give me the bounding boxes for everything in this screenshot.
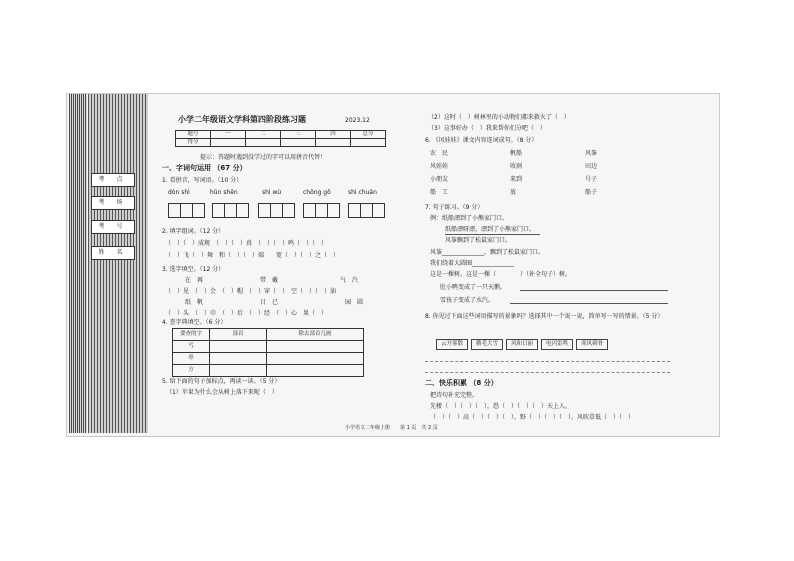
example-sentence: 风筝飘到了松鼠家门口。 — [445, 237, 512, 244]
answer-cell[interactable] — [267, 353, 364, 365]
match-mid: 放 — [510, 189, 517, 196]
q5-sentence-3: （3）这事好办（ ）我来帮你们分吧（ ） — [428, 125, 546, 132]
match-mid: 帆船 — [510, 150, 523, 157]
question-5: 5. 给下面的句子加标点，再读一读。（5 分） — [162, 378, 281, 385]
score-header-cell: 三 — [281, 131, 316, 139]
exam-number-field[interactable]: 考 号 — [91, 220, 135, 234]
exam-room-field[interactable]: 考 场 — [91, 196, 135, 210]
question-8: 8. 你见过下面这些词语描写的景象吗？选择其中一个说一说，简单写一写的情景。（5 分） — [425, 313, 664, 320]
idiom: 鹅毛大雪 — [471, 339, 503, 350]
answer-cell[interactable] — [210, 341, 267, 353]
score-header-cell: 四 — [316, 131, 351, 139]
question-4: 4. 查字典填空。（6 分） — [162, 319, 227, 326]
score-cell[interactable] — [351, 139, 386, 147]
score-header-cell: 一 — [211, 131, 246, 139]
choice-pair: 园 圆 — [345, 299, 364, 306]
q7-blank-line[interactable]: 风筝______________，飘到了松鼠家门口。 — [430, 249, 545, 256]
pinyin: shì chuān — [348, 189, 377, 196]
lookup-header: 部首 — [210, 329, 267, 341]
score-header-cell: 总分 — [351, 131, 386, 139]
score-table — [175, 130, 386, 147]
page-footer: 小学语文二年级上册 第 1 页 共 2 页 — [345, 425, 438, 431]
q5-sentence-2: （2）这时（ ）树林里的小动物们都来救火了（ ） — [428, 114, 570, 121]
question-1: 1. 看拼音，写词语。（10 分） — [162, 177, 243, 184]
q3-line: （ ）见 （ ）会 （ ）帽 （ ）穿（ ） 空（ ）（ ）油 — [165, 288, 337, 295]
exam-site-field[interactable]: 考 点 — [91, 173, 135, 187]
match-right: 风筝 — [585, 150, 598, 157]
answer-cell[interactable] — [210, 353, 267, 365]
match-left: 农 民 — [430, 150, 449, 157]
writing-grid[interactable] — [258, 203, 294, 216]
poem-instruction: 把诗句补充完整。 — [430, 392, 479, 399]
q5-sentence-1: （1）苹果为什么会从树上落下来呢（ ） — [166, 389, 278, 396]
lookup-char: 丐 — [173, 341, 210, 353]
choice-pair: 带 戴 — [260, 277, 279, 284]
name-field[interactable]: 姓 名 — [91, 246, 135, 260]
score-cell[interactable] — [246, 139, 281, 147]
example-sentence: 纸船漂呀漂，漂到了小熊家门口。 — [445, 226, 536, 233]
answer-line[interactable] — [510, 303, 668, 304]
question-7: 7. 句子练习。（9 分） — [425, 204, 484, 211]
example-sentence: 例：纸船漂到了小熊家门口。 — [430, 215, 509, 222]
answer-cell[interactable] — [267, 341, 364, 353]
idiom: 寒风刺骨 — [576, 339, 608, 350]
answer-line[interactable] — [520, 290, 668, 291]
writing-grid[interactable] — [212, 203, 248, 216]
match-right: 田边 — [585, 163, 598, 170]
writing-grid[interactable] — [168, 203, 204, 216]
dictionary-table — [172, 328, 364, 377]
choice-pair: 日 已 — [260, 299, 279, 306]
exam-date: 2023.12 — [345, 117, 370, 124]
q7-sentence: 雪孩子变成了水汽。 — [440, 297, 495, 304]
lookup-header: 除去部首几画 — [267, 329, 364, 341]
match-mid: 来到 — [510, 176, 523, 183]
section-2-title: 二、快乐积累 （8 分） — [425, 379, 498, 387]
poem-line-2[interactable]: （ ）（ ）高（ ）（ ）（ ），野（ ）（ ）（ ），风吹草低（ ）（ ） — [430, 414, 635, 421]
lookup-header: 要查的字 — [173, 329, 210, 341]
page-title: 小学二年级语文学科第四阶段练习题 — [178, 115, 306, 124]
writing-grid[interactable] — [303, 203, 339, 216]
score-header-cell: 二 — [246, 131, 281, 139]
example-underline — [445, 234, 540, 235]
writing-grid[interactable] — [348, 203, 384, 216]
choice-pair: 纸 帆 — [185, 299, 204, 306]
q2-line: （ ）飞（ ）舞 和（ ）（ ）端 宽（ ）（ ）之（ ） — [165, 252, 340, 259]
pinyin: shì wù — [262, 189, 282, 196]
answer-line[interactable] — [425, 372, 670, 373]
answer-line[interactable] — [425, 361, 670, 362]
score-label-cell: 得分 — [176, 139, 211, 147]
pinyin: chōng gō — [303, 189, 331, 196]
q7-blank-line[interactable]: 这是一棵树。这是一棵（ ）（补全句子）树。 — [430, 271, 572, 278]
question-6: 6. 《风娃娃》课文内容连词成句。（8 分） — [425, 137, 538, 144]
section-1-title: 一、字词句运用 （67 分） — [162, 164, 247, 172]
question-3: 3. 选字填空。（12 分） — [162, 266, 225, 273]
choice-pair: 气 汽 — [340, 277, 359, 284]
tip-text: 提示：答题时遇到没学过的字可以用拼音代替！ — [200, 154, 327, 161]
lookup-char: 方 — [173, 365, 210, 377]
idiom: 风和日丽 — [506, 339, 538, 350]
choice-pair: 在 再 — [185, 277, 204, 284]
match-right: 船子 — [585, 189, 598, 196]
q2-line: （ ）（ ）成规 （ ）（ ）真 （ ）（ ）鸣（ ）（ ） — [165, 240, 328, 247]
lookup-char: 串 — [173, 353, 210, 365]
idiom: 云开雾散 — [436, 339, 468, 350]
match-left: 风娃娃 — [430, 163, 449, 170]
match-left: 小朋友 — [430, 176, 449, 183]
poem-line-1[interactable]: 先楼（ ）（ ）（ ），恐（ ）（ ）（ ）天上人。 — [430, 403, 572, 410]
idiom-list — [436, 339, 608, 350]
match-right: 号子 — [585, 176, 598, 183]
answer-cell[interactable] — [210, 365, 267, 377]
idiom: 电闪雷鸣 — [541, 339, 573, 350]
q7-blank-line[interactable]: 我们绕着大圆圈______________ — [430, 260, 515, 267]
student-info-strip — [88, 94, 148, 433]
pinyin: hūn shēn — [210, 189, 238, 196]
answer-cell[interactable] — [267, 365, 364, 377]
pinyin: dòn shì — [168, 189, 190, 196]
match-left: 船 工 — [430, 189, 449, 196]
match-mid: 收割 — [510, 163, 523, 170]
binding-edge — [69, 94, 87, 433]
question-2: 2. 填字组词。（12 分） — [162, 228, 225, 235]
score-header-cell: 题号 — [176, 131, 211, 139]
q3-line: （ ）头 （ ）巾 （ ）后 （ ）经 （ ）心 果（ ） — [165, 310, 328, 317]
score-cell[interactable] — [316, 139, 351, 147]
score-cell[interactable] — [211, 139, 246, 147]
score-cell[interactable] — [281, 139, 316, 147]
q7-sentence: 肚小鸭变成了一只天鹅。 — [440, 284, 507, 291]
